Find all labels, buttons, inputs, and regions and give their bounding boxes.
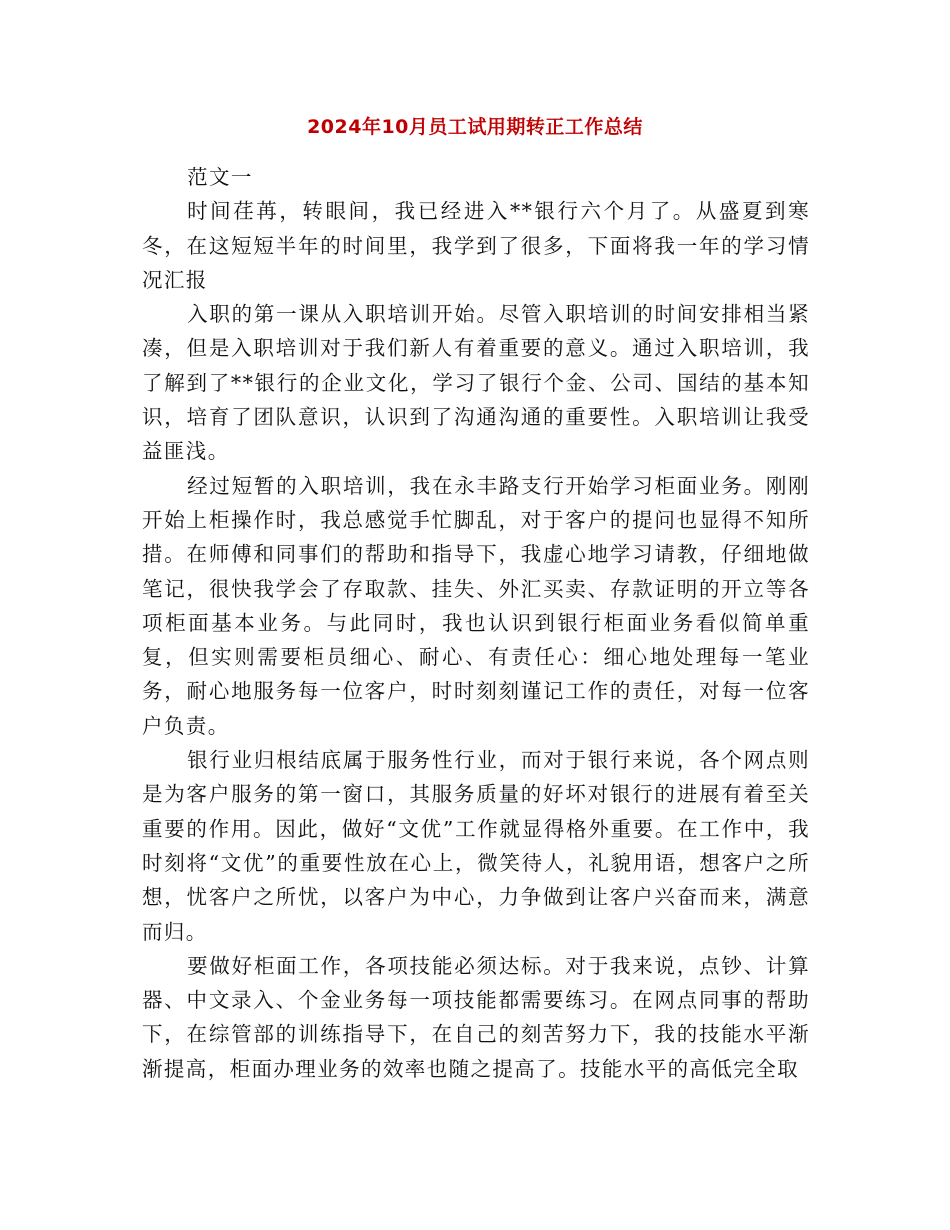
section-label: 范文一 xyxy=(187,165,253,189)
paragraph-4: 银行业归根结底属于服务性行业，而对于银行来说，各个网点则是为客户服务的第一窗口，其服务质量的好坏对银行的进展有着至关重要的作用。因此，做好“文优”工作就显得格外重要。在工作中，我时刻将“文优”的重要性放在心上，微笑待人，礼貌用语，想客户之所想，忧客户之所忧，以客户为中心，力争做到让客户兴奋而来，满意而归。 xyxy=(142,748,810,944)
paragraph-3: 经过短暂的入职培训，我在永丰路支行开始学习柜面业务。刚刚开始上柜操作时，我总感觉手忙脚乱，对于客户的提问也显得不知所措。在师傅和同事们的帮助和指导下，我虚心地学习请教，仔细地做笔记，很快我学会了存取款、挂失、外汇买卖、存款证明的开立等各项柜面基本业务。与此同时，我也认识到银行柜面业务看似简单重复，但实则需要柜员细心、耐心、有责任心：细心地处理每一笔业务，耐心地服务每一位客户，时时刻刻谨记工作的责任，对每一位客户负责。 xyxy=(142,473,810,738)
document-title: 2024年10月员工试用期转正工作总结 xyxy=(307,116,643,138)
paragraph-2: 入职的第一课从入职培训开始。尽管入职培训的时间安排相当紧凑，但是入职培训对于我们新人有着重要的意义。通过入职培训，我了解到了**银行的企业文化，学习了银行个金、公司、国结的基本知识，培育了团队意识，认识到了沟通沟通的重要性。入职培训让我受益匪浅。 xyxy=(142,302,810,464)
paragraph-1: 时间荏苒，转眼间，我已经进入**银行六个月了。从盛夏到寒冬，在这短短半年的时间里，我学到了很多，下面将我一年的学习情况汇报 xyxy=(142,199,810,292)
paragraph-5: 要做好柜面工作，各项技能必须达标。对于我来说，点钞、计算器、中文录入、个金业务每一项技能都需要练习。在网点同事的帮助下，在综管部的训练指导下，在自己的刻苦努力下，我的技能水平渐渐提高，柜面办理业务的效率也随之提高了。技能水平的高低完全取 xyxy=(142,953,810,1081)
document-body xyxy=(142,160,810,1086)
